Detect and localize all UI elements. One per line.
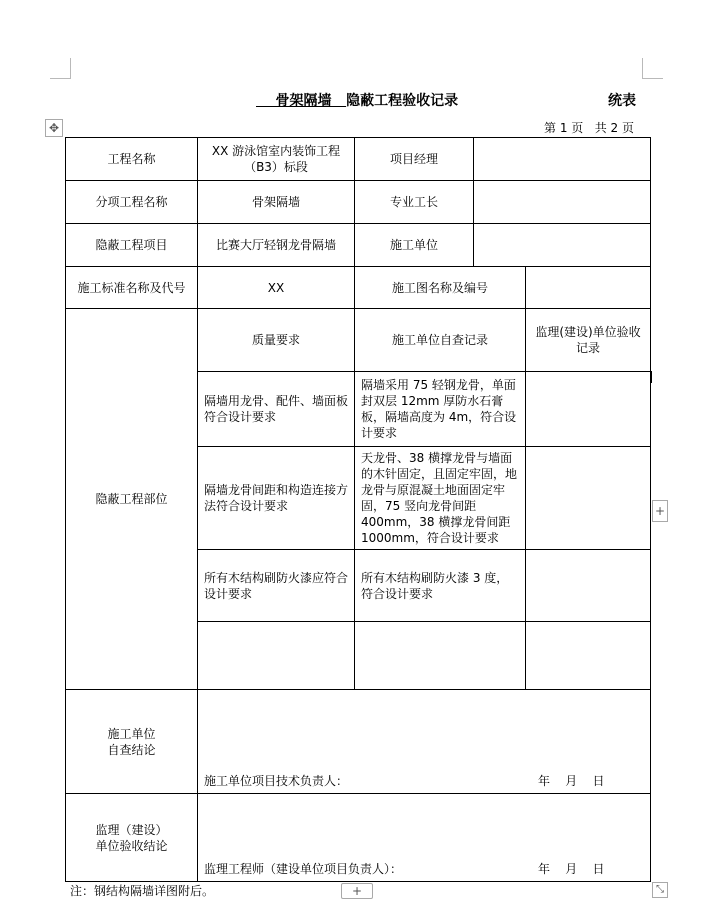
foreman-value[interactable]: [474, 181, 651, 224]
standard-label: 施工标准名称及代号: [66, 267, 198, 309]
supervision-record-4[interactable]: [526, 622, 651, 690]
hidden-parts-label: 隐蔽工程部位: [66, 309, 198, 690]
construction-unit-label: 施工单位: [355, 224, 474, 267]
quality-requirement-3[interactable]: 所有木结构刷防火漆应符合设计要求: [198, 550, 355, 622]
self-check-conclusion-label-line1: 施工单位: [107, 726, 156, 741]
supervision-conclusion-cell[interactable]: [198, 794, 651, 882]
supervision-signature-label: 监理工程师（建设单位项目负责人）：: [204, 862, 403, 876]
page-info: 第 1 页 共 2 页: [544, 121, 634, 135]
quality-requirement-1[interactable]: 隔墙用龙骨、配件、墙面板符合设计要求: [198, 372, 355, 447]
self-check-record-1[interactable]: 隔墙采用 75 轻钢龙骨，单面封双层 12mm 厚防水石膏板，隔墙高度为 4m，符合设计要求: [355, 372, 526, 447]
standard-value[interactable]: XX: [198, 267, 355, 309]
foreman-label: 专业工长: [355, 181, 474, 224]
hidden-item-label: 隐蔽工程项目: [66, 224, 198, 267]
supervision-conclusion-label-line1: 监理（建设）: [95, 822, 168, 837]
sub-project-value[interactable]: 骨架隔墙: [198, 181, 355, 224]
table-move-handle-icon[interactable]: ✥: [45, 119, 63, 137]
supervision-conclusion-label: [66, 794, 198, 882]
crop-mark-top-left: [50, 58, 71, 79]
drawing-label: 施工图名称及编号: [355, 267, 526, 309]
text-cursor: [650, 371, 652, 383]
project-name-label: 工程名称: [66, 138, 198, 181]
construction-unit-value[interactable]: [474, 224, 651, 267]
sub-project-label: 分项工程名称: [66, 181, 198, 224]
add-row-plus-icon[interactable]: +: [341, 883, 373, 899]
col-header-self-check: 施工单位自查记录: [355, 309, 526, 372]
supervision-record-3[interactable]: [526, 550, 651, 622]
supervision-record-2[interactable]: [526, 447, 651, 550]
self-check-conclusion-label-line2: 自查结论: [107, 742, 156, 757]
hidden-item-value[interactable]: 比赛大厅轻钢龙骨隔墙: [198, 224, 355, 267]
supervision-date-label: 年 月 日: [538, 862, 605, 876]
form-type-label: 统表: [608, 93, 636, 109]
inspection-table: [65, 137, 651, 882]
quality-requirement-2[interactable]: 隔墙龙骨间距和构造连接方法符合设计要求: [198, 447, 355, 550]
footer-note: 注：钢结构隔墙详图附后。: [70, 884, 215, 898]
self-check-record-4[interactable]: [355, 622, 526, 690]
quality-requirement-4[interactable]: [198, 622, 355, 690]
self-check-record-3[interactable]: 所有木结构刷防火漆 3 度，符合设计要求: [355, 550, 526, 622]
col-header-quality: 质量要求: [198, 309, 355, 372]
col-header-supervision: 监理(建设)单位验收记录: [526, 309, 651, 372]
self-check-conclusion-label: [66, 690, 198, 794]
project-name-value[interactable]: XX 游泳馆室内装饰工程（B3）标段: [198, 138, 355, 181]
supervision-record-1[interactable]: [526, 372, 651, 447]
project-manager-label: 项目经理: [355, 138, 474, 181]
project-manager-value[interactable]: [474, 138, 651, 181]
table-resize-icon[interactable]: ⤡: [652, 882, 668, 898]
self-check-conclusion-cell[interactable]: [198, 690, 651, 794]
supervision-conclusion-label-line2: 单位验收结论: [95, 838, 168, 853]
document-title: 骨架隔墙 隐蔽工程验收记录: [256, 93, 459, 109]
self-check-signature-label: 施工单位项目技术负责人：: [204, 774, 349, 788]
crop-mark-top-right: [642, 58, 663, 79]
add-column-plus-icon[interactable]: +: [652, 500, 668, 522]
self-check-date-label: 年 月 日: [538, 774, 605, 788]
drawing-value[interactable]: [526, 267, 651, 309]
self-check-record-2[interactable]: 天龙骨、38 横撑龙骨与墙面的木针固定，且固定牢固，地龙骨与原混凝土地面固定牢固，75 竖向龙骨间距 400mm，38 横撑龙骨间距 1000mm，符合设计要求: [355, 447, 526, 550]
